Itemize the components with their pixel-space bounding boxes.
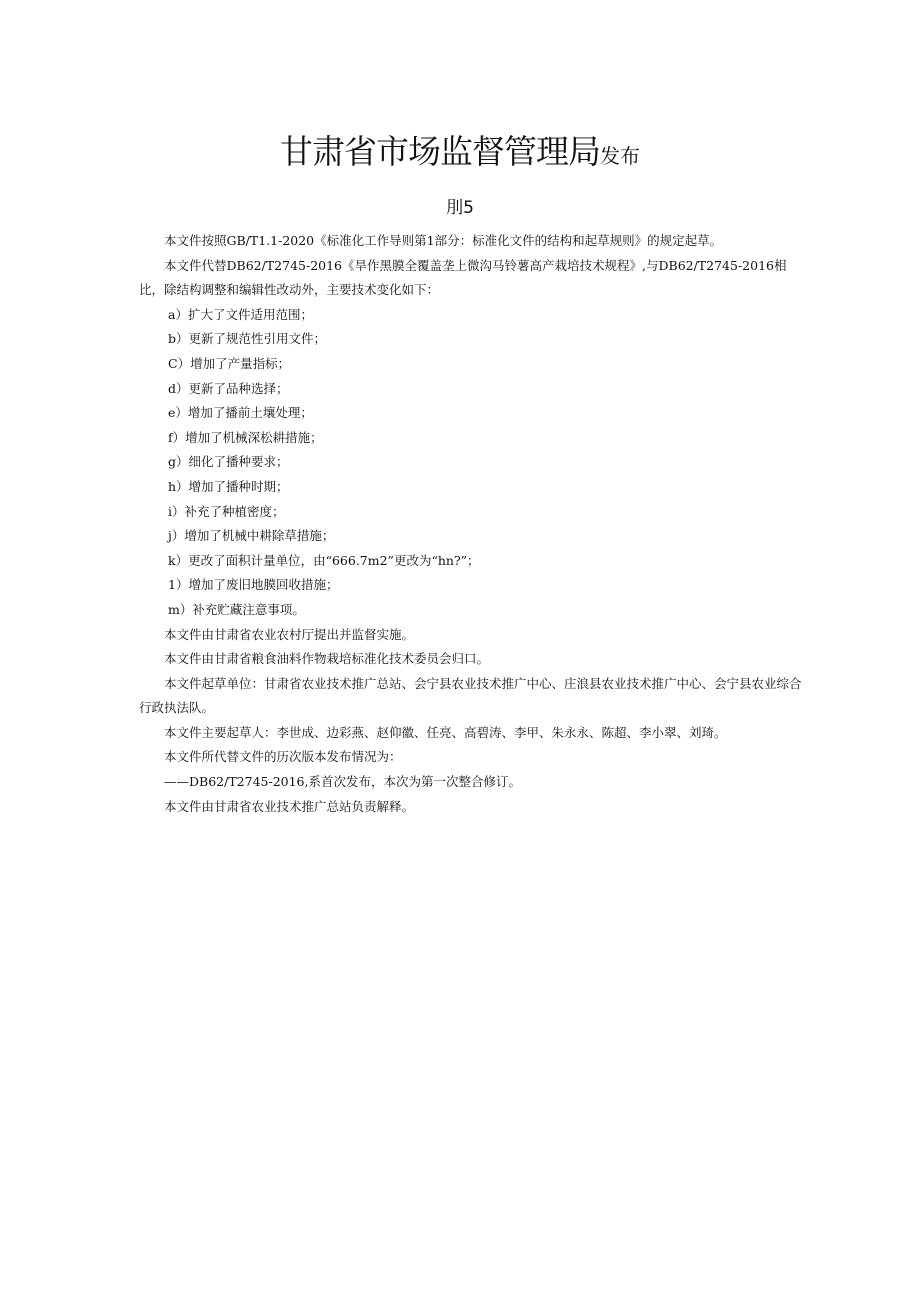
history-item: ——DB62/T2745-2016,系首次发布，本次为第一次整合修订。	[164, 774, 521, 790]
change-item-c: C）增加了产量指标；	[168, 355, 291, 371]
change-item-h: h）增加了播种时期；	[168, 478, 289, 494]
drafting-units-paragraph: 本文件起草单位：甘肃省农业技术推广总站、会宁县农业技术推广中心、庄浪县农业技术推广中心、会宁县农业综合行政执法队。	[139, 675, 802, 716]
change-item-d: d）更新了品种选择；	[168, 380, 289, 396]
change-item-a: a）扩大了文件适用范围；	[168, 306, 313, 322]
committee-paragraph: 本文件由甘肃省粮食油料作物栽培标准化技术委员会归口。	[164, 651, 490, 667]
drafting-basis-paragraph: 本文件按照GB/T1.1-2020《标准化工作导则第1部分：标准化文件的结构和起草规则》的规定起草。	[164, 233, 723, 248]
change-item-b: b）更新了规范性引用文件；	[168, 331, 327, 347]
publisher-suffix: 发布	[600, 144, 640, 168]
replacement-paragraph: 本文件代替DB62/T2745-2016《旱作黑膜全覆盖垄上微沟马铃薯高产栽培技术规程》,与DB62/T2745-2016相比，除结构调整和编辑性改动外，主要技术变化如下：	[139, 257, 787, 298]
interpretation-paragraph: 本文件由甘肃省农业技术推广总站负责解释。	[164, 798, 415, 814]
drafters-paragraph: 本文件主要起草人：李世成、边彩燕、赵仰徽、任亮、高碧涛、李甲、朱永永、陈超、李小翠、刘琦。	[164, 724, 727, 740]
change-item-f: f）增加了机械深松耕措施；	[168, 429, 323, 445]
publisher-name: 甘肃省市场监督管理局	[280, 132, 600, 171]
history-intro-paragraph: 本文件所代替文件的历次版本发布情况为：	[164, 749, 402, 765]
foreword-title: 刖5	[446, 198, 474, 218]
proposer-paragraph: 本文件由甘肃省农业农村厅提出并监督实施。	[164, 626, 415, 642]
change-item-l: 1）增加了废旧地膜回收措施；	[168, 577, 339, 593]
change-item-k: k）更改了面积计量单位，由“666.7m2”更改为“hn?”；	[168, 552, 480, 568]
change-item-j: j）增加了机械中耕除草措施；	[168, 528, 335, 544]
publisher-heading	[0, 126, 920, 173]
change-item-e: e）增加了播前土壤处理；	[168, 405, 313, 421]
foreword-body	[139, 229, 804, 819]
change-item-m: m）补充贮藏注意事项。	[168, 601, 305, 617]
change-item-g: g）细化了播种要求；	[168, 454, 289, 470]
change-item-i: i）补充了种植密度；	[168, 503, 285, 519]
